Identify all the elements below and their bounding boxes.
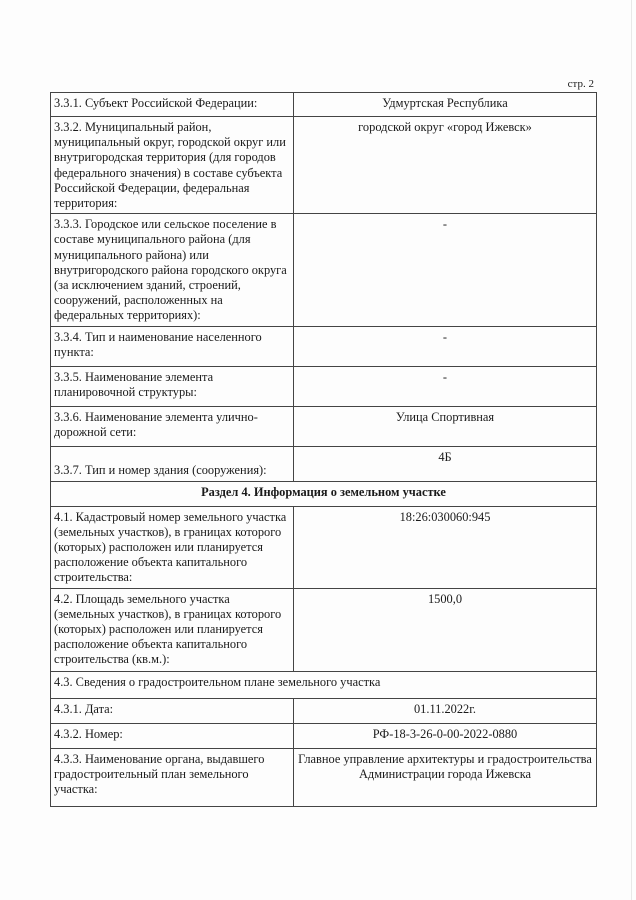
row-label: 3.3.7. Тип и номер здания (сооружения): [51,446,294,481]
section-title: Раздел 4. Информация о земельном участке [51,481,597,506]
row-label: 3.3.2. Муниципальный район, муниципальный округ, городской округ или внутригородская территория (для городов федерального значения) в составе субъекта Российской Федерации, федеральная территория: [51,117,294,214]
row-label: 3.3.5. Наименование элемента планировочной структуры: [51,366,294,406]
row-value: - [294,366,597,406]
table-row [51,723,597,748]
form-table [50,92,597,807]
table-row [51,748,597,806]
row-label: 3.3.6. Наименование элемента улично-дорожной сети: [51,406,294,446]
row-value: 01.11.2022г. [294,698,597,723]
table-row [51,93,597,117]
row-label: 3.3.4. Тип и наименование населенного пункта: [51,326,294,366]
table-row [51,214,597,326]
row-label: 4.2. Площадь земельного участка (земельных участков), в границах которого (которых) расположен или планируется расположение объекта капитального строительства (кв.м.): [51,588,294,671]
scan-edge [631,0,632,900]
section-header-row [51,481,597,506]
row-value: Главное управление архитектуры и градостроительства Администрации города Ижевска [294,748,597,806]
subheader-row [51,671,597,698]
row-value: 1500,0 [294,588,597,671]
row-value: РФ-18-3-26-0-00-2022-0880 [294,723,597,748]
table-row [51,366,597,406]
row-value: Улица Спортивная [294,406,597,446]
row-value: городской округ «город Ижевск» [294,117,597,214]
row-label: 4.1. Кадастровый номер земельного участка (земельных участков), в границах которого (которых) расположен или планируется расположение объекта капитального строительства: [51,506,294,588]
row-value: Удмуртская Республика [294,93,597,117]
row-label: 4.3.1. Дата: [51,698,294,723]
table-row [51,117,597,214]
table-row [51,698,597,723]
row-value: 4Б [294,446,597,481]
row-label: 3.3.3. Городское или сельское поселение в составе муниципального района (для муниципального района) или внутригородского района городского округа (за исключением зданий, строений, сооружений, расположенных на федеральных территориях): [51,214,294,326]
row-value: 18:26:030060:945 [294,506,597,588]
table-row [51,446,597,481]
row-label: 3.3.1. Субъект Российской Федерации: [51,93,294,117]
row-value: - [294,326,597,366]
row-label: 4.3.3. Наименование органа, выдавшего градостроительный план земельного участка: [51,748,294,806]
table-row [51,406,597,446]
table-row [51,326,597,366]
table-row [51,588,597,671]
row-value: - [294,214,597,326]
row-label: 4.3.2. Номер: [51,723,294,748]
page-number: стр. 2 [567,78,594,90]
subsection-title: 4.3. Сведения о градостроительном плане земельного участка [51,671,597,698]
table-row [51,506,597,588]
